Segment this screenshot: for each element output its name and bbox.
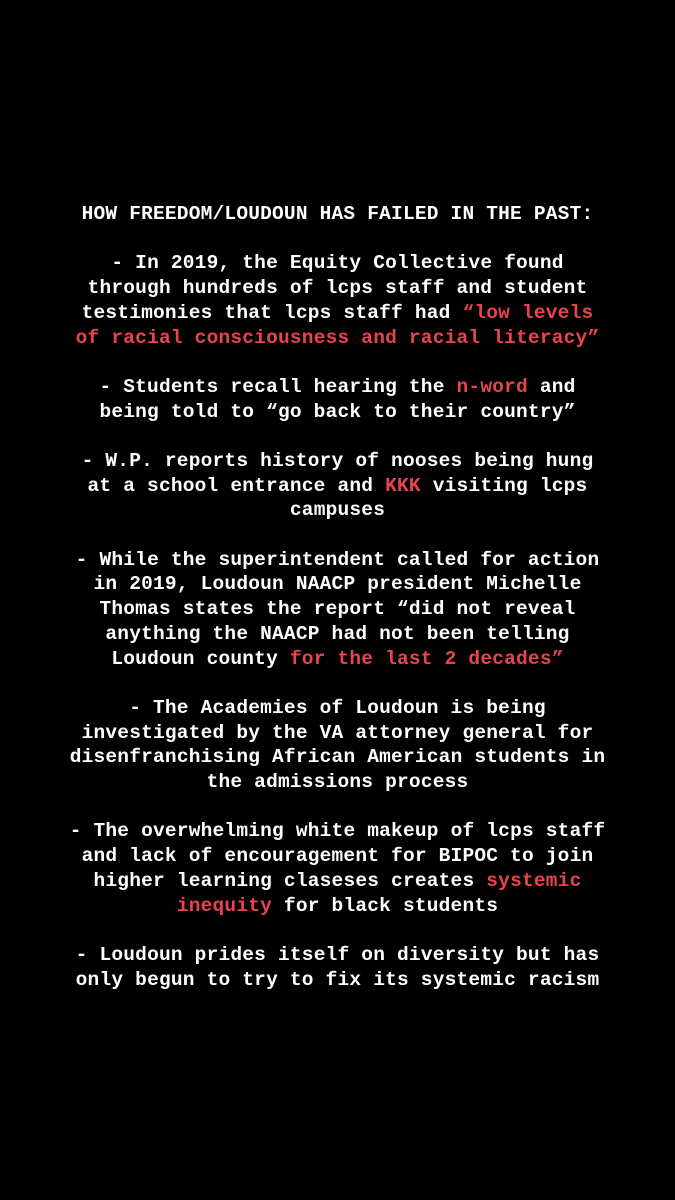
text-line: - The Academies of Loudoun is being — [129, 696, 546, 719]
point-students-recall — [0, 375, 675, 424]
text-line: - The overwhelming white makeup of lcps staff — [69, 820, 606, 843]
text-line: testimonies that lcps staff had — [81, 301, 463, 324]
text-line: - Loudoun prides itself on diversity but has — [75, 943, 600, 966]
story-text — [0, 202, 675, 1017]
point-academies — [0, 696, 675, 795]
text-line: campuses — [289, 499, 386, 522]
highlighted-word: systemic — [486, 869, 582, 892]
point-equity-collective — [0, 251, 675, 350]
text-line: disenfranchising African American students in — [69, 746, 606, 769]
heading — [0, 202, 675, 227]
highlighted-word: inequity — [176, 894, 273, 917]
highlighted-word: KKK — [385, 474, 421, 497]
point-superintendent — [0, 548, 675, 672]
text-line: higher learning claseses creates — [93, 869, 487, 892]
highlighted-word: n-word — [456, 375, 528, 398]
text-line: being told to “go back to their country” — [99, 400, 576, 423]
text-line: and — [527, 375, 576, 398]
text-line: only begun to try to fix its systemic racism — [75, 968, 600, 991]
point-wp-reports — [0, 449, 675, 523]
text-line: anything the NAACP had not been telling — [105, 622, 570, 645]
heading-text: HOW FREEDOM/LOUDOUN HAS FAILED IN THE PAST: — [81, 203, 594, 225]
text-line: - In 2019, the Equity Collective found — [111, 252, 564, 275]
text-line: the admissions process — [206, 771, 469, 794]
text-line: and lack of encouragement for BIPOC to join — [81, 845, 594, 868]
text-line: - While the superintendent called for action — [75, 548, 600, 571]
text-line: investigated by the VA attorney general for — [81, 721, 594, 744]
text-line: for black students — [272, 894, 499, 917]
highlighted-quote: “low levels — [462, 301, 594, 324]
highlighted-quote: of racial consciousness and racial literacy” — [75, 326, 600, 349]
text-line: visiting lcps — [420, 474, 588, 497]
highlighted-quote: for the last 2 decades” — [289, 647, 564, 670]
point-white-makeup — [0, 819, 675, 918]
text-line: - W.P. reports history of nooses being hung — [81, 449, 594, 472]
text-line: through hundreds of lcps staff and student — [87, 277, 588, 300]
text-line: - Students recall hearing the — [99, 375, 457, 398]
text-line: at a school entrance and — [87, 474, 386, 497]
text-line: in 2019, Loudoun NAACP president Michelle — [93, 573, 582, 596]
point-diversity — [0, 943, 675, 992]
text-line: Loudoun county — [111, 647, 290, 670]
text-line: Thomas states the report “did not reveal — [99, 598, 576, 621]
